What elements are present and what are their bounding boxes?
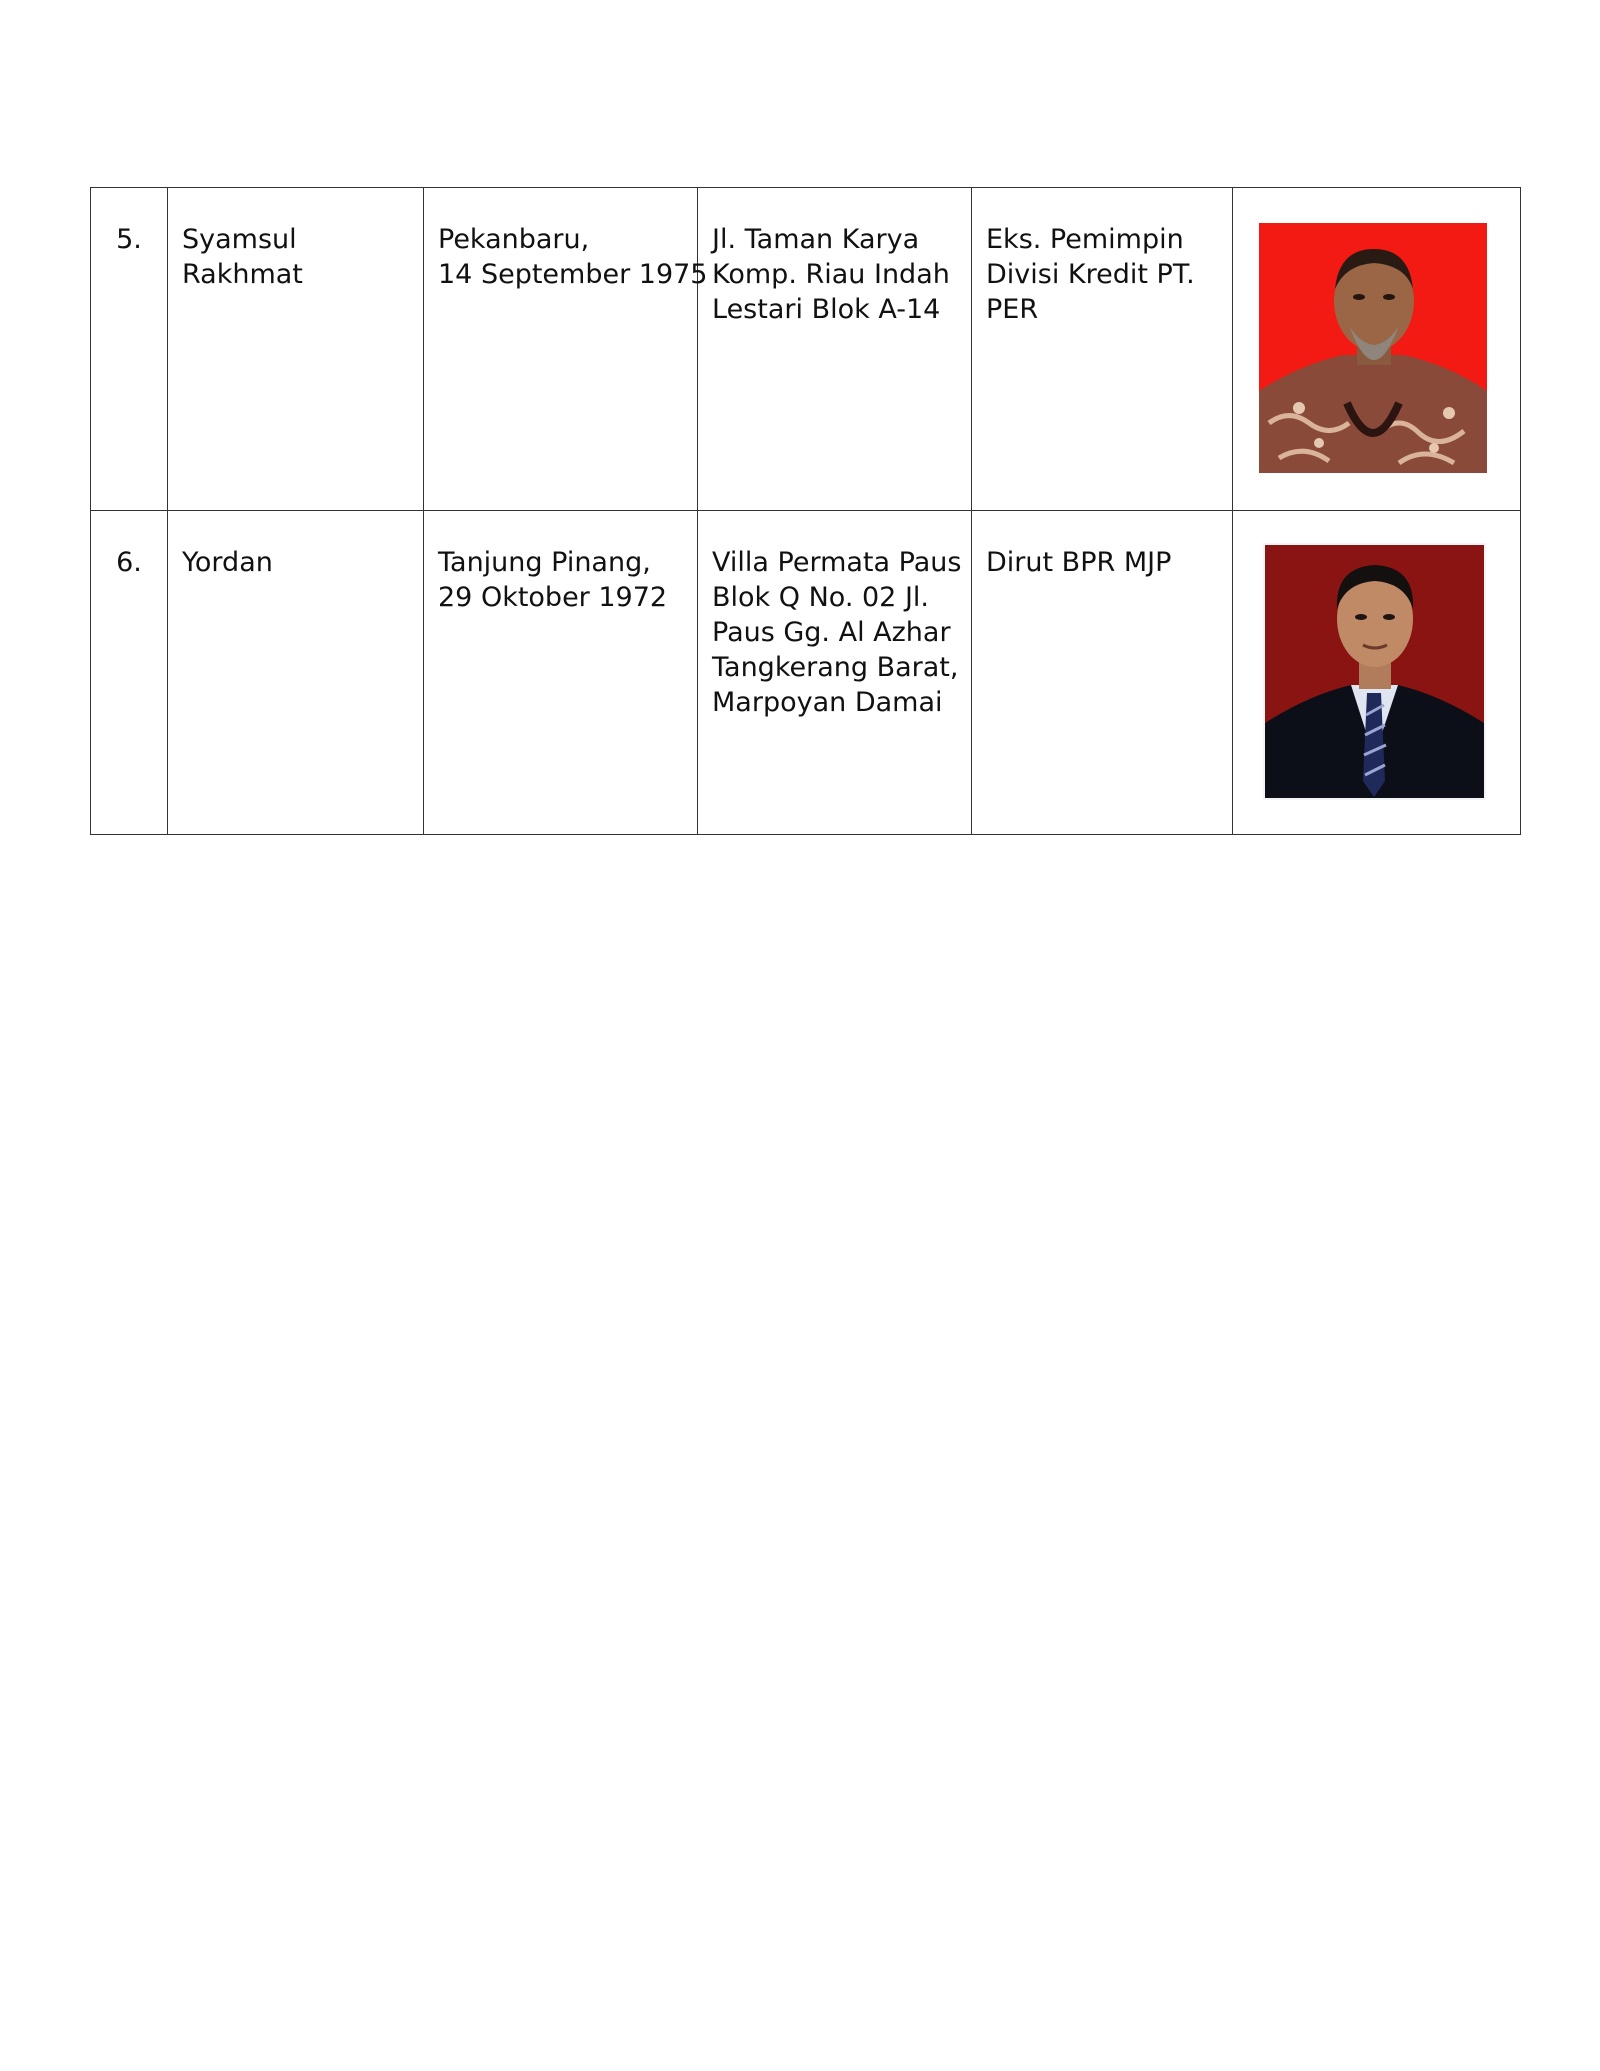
row-number: 5. [91, 188, 168, 511]
row-number: 6. [91, 511, 168, 835]
address-line: Lestari Blok A-14 [712, 294, 941, 325]
address-line: Blok Q No. 02 Jl. [712, 582, 929, 613]
position [972, 511, 1233, 835]
person-name: Yordan [168, 511, 424, 835]
address-line: Komp. Riau Indah [712, 259, 950, 290]
photo-cell [1233, 188, 1521, 511]
table-row [91, 511, 1521, 835]
position-line: Dirut BPR MJP [986, 547, 1172, 578]
position-line: Eks. Pemimpin [986, 224, 1184, 255]
position-line: PER [986, 294, 1039, 325]
photo-cell [1233, 511, 1521, 835]
address-line: Paus Gg. Al Azhar [712, 617, 951, 648]
address [698, 511, 972, 835]
person-name: Syamsul Rakhmat [168, 188, 424, 511]
address-line: Tangkerang Barat, [712, 652, 959, 683]
birth-place-date [424, 188, 708, 511]
birth-place: Pekanbaru, [438, 224, 590, 255]
birth-date: 29 Oktober 1972 [438, 582, 668, 613]
table-row [91, 188, 1521, 511]
portrait-photo-image [1265, 545, 1484, 798]
birth-place: Tanjung Pinang, [438, 547, 651, 578]
address [698, 188, 972, 511]
portrait-photo-image [1259, 223, 1487, 473]
address-line: Villa Permata Paus [712, 547, 962, 578]
address-line: Jl. Taman Karya [712, 224, 920, 255]
persons-table [90, 187, 1521, 835]
position-line: Divisi Kredit PT. [986, 259, 1195, 290]
portrait-photo [1259, 223, 1487, 473]
position [972, 188, 1233, 511]
birth-date: 14 September 1975 [438, 259, 708, 290]
address-line: Marpoyan Damai [712, 687, 943, 718]
birth-place-date [424, 511, 698, 835]
portrait-photo [1265, 545, 1484, 798]
